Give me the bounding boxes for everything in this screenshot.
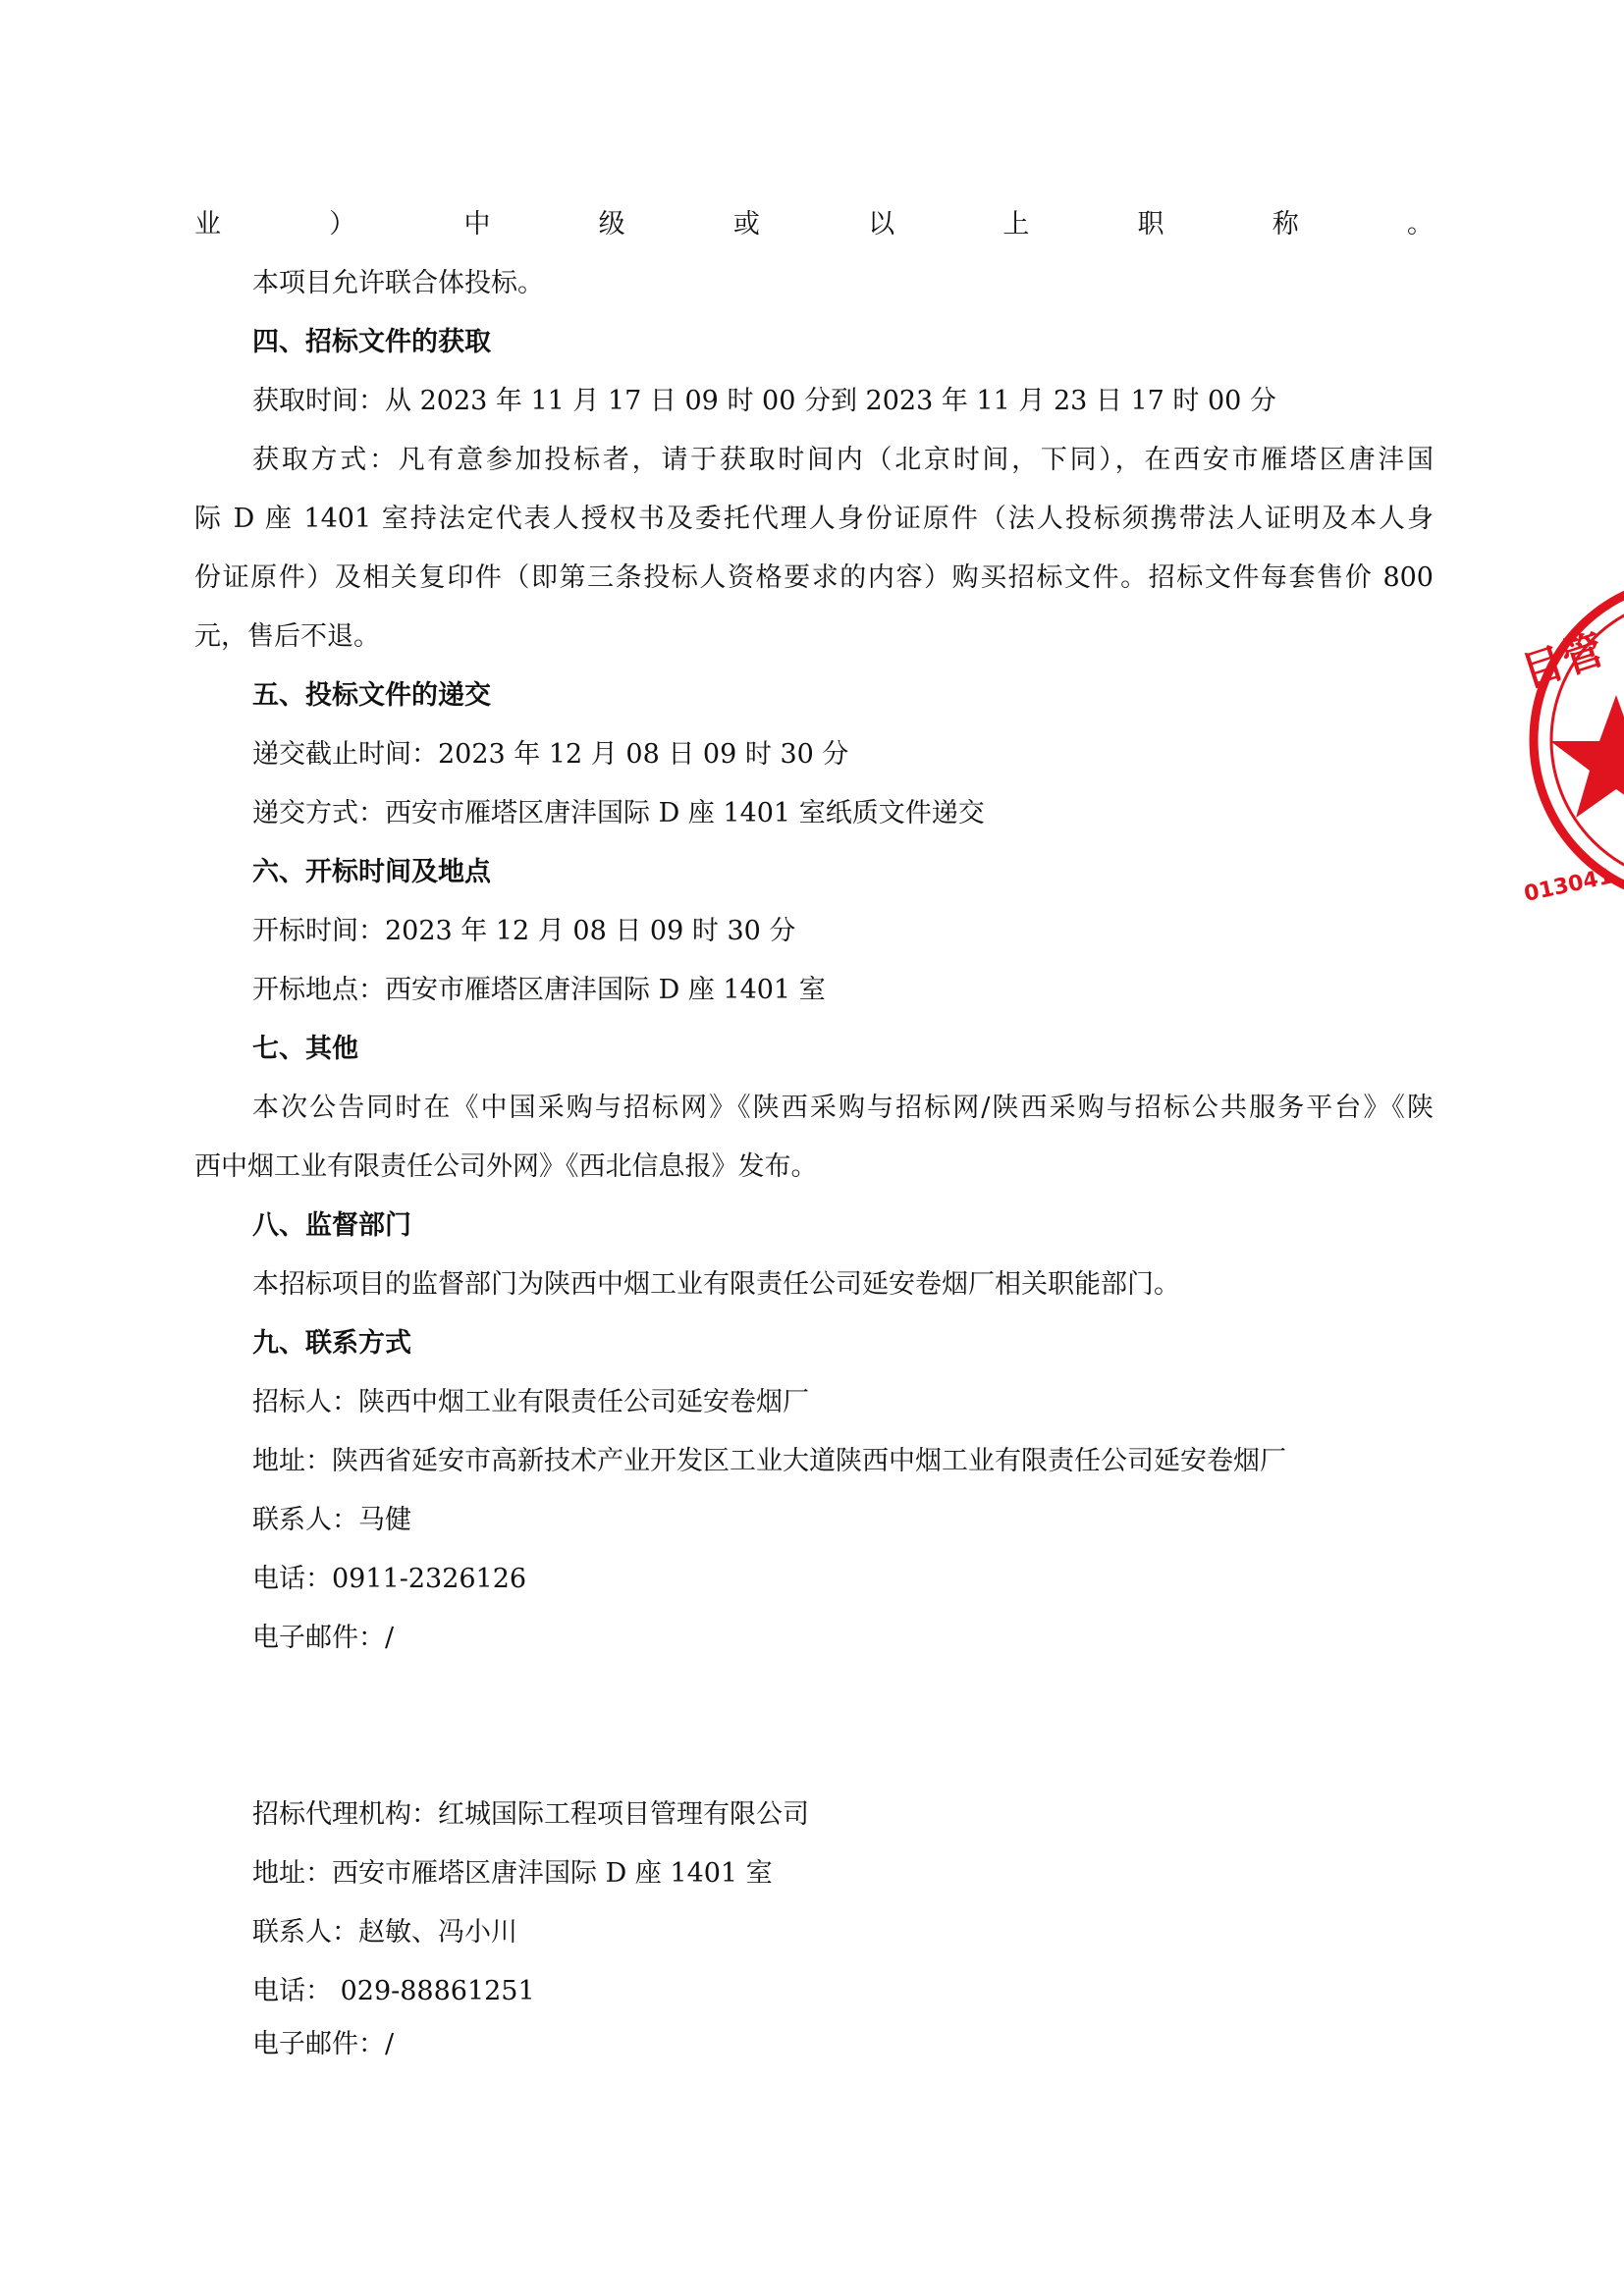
tenderer-email: 电子邮件：/: [252, 1623, 395, 1653]
company-seal: [1515, 589, 1624, 933]
acquire-time: 获取时间：从 2023 年 11 月 17 日 09 时 00 分到 2023 年 11 月 23 日 17 时 00 分: [252, 386, 1276, 416]
acquire-method-line-1: 获取方式：凡有意参加投标者，请于获取时间内（北京时间，下同），在西安市雁塔区唐沣国: [252, 445, 1434, 475]
section5-heading: 五、投标文件的递交: [252, 680, 491, 711]
acquire-method-line-3: 份证原件）及相关复印件（即第三条投标人资格要求的内容）购买招标文件。招标文件每套售价 800: [194, 562, 1434, 593]
publish-note-line-2: 西中烟工业有限责任公司外网》《西北信息报》发布。: [194, 1151, 818, 1182]
tenderer-contact: 联系人：马健: [252, 1505, 411, 1535]
seal-bottom-text: 013041: [1522, 864, 1616, 907]
section6-heading: 六、开标时间及地点: [252, 857, 491, 887]
seal-star-icon: [1550, 695, 1624, 818]
publish-note-line-1: 本次公告同时在《中国采购与招标网》《陕西采购与招标网/陕西采购与招标公共服务平台》《陕: [252, 1093, 1434, 1123]
tenderer-phone: 电话：0911-2326126: [252, 1564, 527, 1594]
section8-heading: 八、监督部门: [252, 1210, 411, 1241]
seal-top-text: 目管: [1515, 624, 1609, 697]
submit-deadline: 递交截止时间：2023 年 12 月 08 日 09 时 30 分: [252, 739, 849, 770]
opening-time: 开标时间：2023 年 12 月 08 日 09 时 30 分: [252, 916, 796, 946]
section3-continuation: 业）中级或以上职称。: [194, 209, 1434, 240]
section7-heading: 七、其他: [252, 1034, 358, 1064]
agency-phone: 电话： 029-88861251: [252, 1976, 535, 2006]
section9-heading: 九、联系方式: [252, 1328, 411, 1359]
agency-address: 地址：西安市雁塔区唐沣国际 D 座 1401 室: [252, 1858, 773, 1889]
agency-name: 招标代理机构：红城国际工程项目管理有限公司: [252, 1799, 809, 1830]
section4-heading: 四、招标文件的获取: [252, 327, 491, 357]
agency-email: 电子邮件：/: [252, 2029, 395, 2059]
tenderer-name: 招标人：陕西中烟工业有限责任公司延安卷烟厂: [252, 1387, 809, 1417]
submit-method: 递交方式：西安市雁塔区唐沣国际 D 座 1401 室纸质文件递交: [252, 798, 985, 828]
supervision-text: 本招标项目的监督部门为陕西中烟工业有限责任公司延安卷烟厂相关职能部门。: [252, 1269, 1180, 1300]
joint-bid-note: 本项目允许联合体投标。: [252, 268, 544, 298]
agency-contact: 联系人：赵敏、冯小川: [252, 1917, 517, 1948]
acquire-method-line-2: 际 D 座 1401 室持法定代表人授权书及委托代理人身份证原件（法人投标须携带法人证明及本人身: [194, 504, 1434, 534]
opening-place: 开标地点：西安市雁塔区唐沣国际 D 座 1401 室: [252, 975, 826, 1005]
acquire-method-line-4: 元，售后不退。: [194, 621, 380, 652]
tenderer-address: 地址：陕西省延安市高新技术产业开发区工业大道陕西中烟工业有限责任公司延安卷烟厂: [252, 1446, 1286, 1476]
